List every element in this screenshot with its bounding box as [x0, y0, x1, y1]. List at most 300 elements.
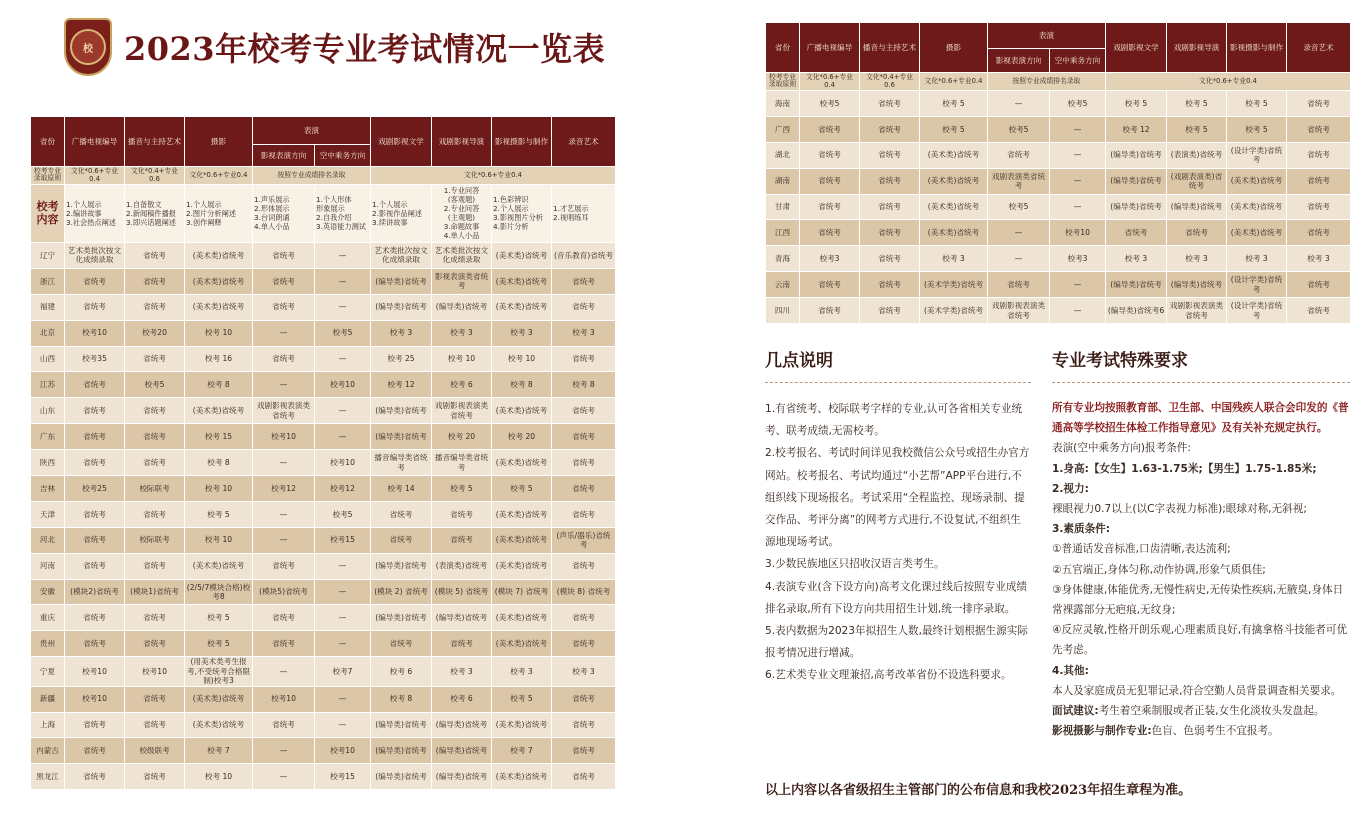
table-row	[31, 398, 616, 424]
data-cell: 省统考	[860, 90, 920, 116]
data-cell: —	[988, 246, 1050, 272]
admission-cell: 文化*0.4+专业0.6	[125, 167, 185, 185]
data-cell: (编导类)省统考	[432, 294, 492, 320]
req-sub: 表演(空中乘务方向)报考条件:	[1052, 442, 1191, 455]
data-cell: (美术类)省统考	[492, 605, 552, 631]
req-other-title: 4.其他:	[1052, 664, 1089, 677]
data-cell: 省统考	[432, 631, 492, 657]
req-interview	[1052, 701, 1352, 721]
province-cell: 江西	[766, 220, 800, 246]
data-cell: (美术类)省统考	[492, 398, 552, 424]
data-cell: 省统考	[1287, 220, 1351, 246]
notes-title: 几点说明	[765, 351, 833, 371]
data-cell: —	[253, 372, 315, 398]
data-cell: 省统考	[65, 424, 125, 450]
table-row	[31, 346, 616, 372]
province-cell: 天津	[31, 501, 65, 527]
data-cell: 校考 5	[1227, 116, 1287, 142]
note-item: 2.校考报名、考试时间详见我校微信公众号或招生办官方网站。校考报名、考试均通过“小艺帮”APP平台进行,不组织线下现场报名。考试采用“全程监控、现场录制、提交作品、考评分离”的网考方式进行,不设复试,不组织生源地现场考试。	[765, 447, 1030, 549]
req-vision: 裸眼视力0.7以上(以C字表视力标准);眼球对称,无斜视;	[1052, 503, 1307, 516]
data-cell: 校考 3	[1167, 246, 1227, 272]
data-cell: 省统考	[988, 142, 1050, 168]
data-cell: 校考 8	[552, 372, 616, 398]
content-cell: 1.专业问答 (客观题) 2.专业问答 (主观题) 3.命题故事 4.单人小品	[432, 184, 492, 242]
data-cell: 省统考	[65, 553, 125, 579]
data-cell: 省统考	[552, 398, 616, 424]
column-header: 空中乘务方向	[1050, 49, 1106, 73]
data-cell: 省统考	[552, 764, 616, 790]
notes-divider	[765, 382, 1031, 383]
data-cell: 省统考	[1287, 298, 1351, 324]
column-header: 广播电视编导	[800, 23, 860, 73]
data-cell: (模块 2) 省统考	[371, 579, 432, 605]
data-cell: 省统考	[1106, 220, 1167, 246]
table-row	[766, 272, 1351, 298]
data-cell: 省统考	[65, 527, 125, 553]
table-row	[31, 579, 616, 605]
data-cell: (模块2)省统考	[65, 579, 125, 605]
data-cell: (美术类)省统考	[492, 712, 552, 738]
data-cell: 省统考	[432, 501, 492, 527]
content-cell: 1.个人展示 2.影视作品阐述 3.续讲故事	[371, 184, 432, 242]
note-item: 6.艺术类专业文理兼招,高考改革省份不设选科要求。	[765, 669, 1012, 682]
data-cell: 省统考	[371, 631, 432, 657]
table-row	[766, 168, 1351, 194]
data-cell: 校考 8	[185, 450, 253, 476]
data-cell: 省统考	[552, 738, 616, 764]
province-cell: 四川	[766, 298, 800, 324]
data-cell: (声乐/器乐)省统考	[552, 527, 616, 553]
province-cell: 河南	[31, 553, 65, 579]
data-cell: 省统考	[125, 501, 185, 527]
data-cell: 省统考	[253, 605, 315, 631]
requirements-divider	[1052, 382, 1350, 383]
data-cell: 校考 5	[492, 686, 552, 712]
data-cell: 省统考	[800, 298, 860, 324]
data-cell: 校考 5	[185, 631, 253, 657]
table-row	[766, 220, 1351, 246]
table-row	[766, 142, 1351, 168]
data-cell: 校考 12	[1106, 116, 1167, 142]
data-cell: (设计学类)省统考	[1227, 142, 1287, 168]
content-cell: 1.才艺展示 2.视唱练耳	[552, 184, 616, 242]
data-cell: 省统考	[860, 142, 920, 168]
data-cell: (编导类)省统考	[1106, 142, 1167, 168]
data-cell: 省统考	[125, 398, 185, 424]
data-cell: 校考 3	[552, 657, 616, 686]
province-cell: 宁夏	[31, 657, 65, 686]
data-cell: 省统考	[125, 764, 185, 790]
data-cell: 校考15	[315, 527, 371, 553]
req-quality-2: ②五官端正,身体匀称,动作协调,形象气质俱佳;	[1052, 563, 1266, 576]
data-cell: (美术类)省统考	[492, 242, 552, 268]
data-cell: 省统考	[65, 450, 125, 476]
data-cell: (美术类)省统考	[492, 450, 552, 476]
data-cell: 省统考	[988, 272, 1050, 298]
data-cell: 校考 3	[1227, 246, 1287, 272]
table-row	[766, 246, 1351, 272]
table-row	[31, 686, 616, 712]
data-cell: 省统考	[1287, 168, 1351, 194]
data-cell: 校考15	[315, 764, 371, 790]
content-cell: 1.色彩辨识 2.个人展示 3.影视图片分析 4.影片分析	[492, 184, 552, 242]
data-cell: 校考 3	[492, 320, 552, 346]
data-cell: 省统考	[125, 553, 185, 579]
data-cell: 省统考	[552, 686, 616, 712]
table-row	[31, 631, 616, 657]
data-cell: 省统考	[432, 527, 492, 553]
data-cell: 省统考	[253, 268, 315, 294]
data-cell: 省统考	[860, 298, 920, 324]
data-cell: 校考 3	[492, 657, 552, 686]
data-cell: 省统考	[371, 527, 432, 553]
data-cell: 校考10	[315, 372, 371, 398]
data-cell: 校考 3	[432, 320, 492, 346]
data-cell: —	[1050, 142, 1106, 168]
data-cell: 校考 20	[432, 424, 492, 450]
data-cell: (编导类)省统考	[1106, 194, 1167, 220]
data-cell: 校际联考	[125, 475, 185, 501]
column-header: 省份	[766, 23, 800, 73]
data-cell: 校考5	[315, 320, 371, 346]
admission-rule-row	[31, 167, 616, 185]
data-cell: —	[315, 242, 371, 268]
data-cell: (美术类)省统考	[492, 553, 552, 579]
column-header: 戏剧影视文学	[1106, 23, 1167, 73]
column-header: 影视表演方向	[988, 49, 1050, 73]
column-header-performance: 表演	[988, 23, 1106, 49]
data-cell: 校考10	[253, 686, 315, 712]
exam-table-right	[765, 22, 1351, 324]
province-cell: 北京	[31, 320, 65, 346]
data-cell: —	[315, 424, 371, 450]
req-quality-4: ④反应灵敏,性格开朗乐观,心理素质良好,有擒拿格斗技能者可优先考虑。	[1052, 624, 1348, 657]
data-cell: —	[315, 398, 371, 424]
column-header: 播音与主持艺术	[125, 117, 185, 167]
data-cell: (编导类)省统考	[371, 294, 432, 320]
data-cell: (编导类)省统考	[1106, 272, 1167, 298]
data-cell: —	[253, 501, 315, 527]
data-cell: (用美术类考生报考,不受统考合格限制)校考3	[185, 657, 253, 686]
data-cell: (编导类)省统考	[1106, 168, 1167, 194]
column-header: 影视摄影与制作	[1227, 23, 1287, 73]
data-cell: 省统考	[125, 268, 185, 294]
column-header: 戏剧影视文学	[371, 117, 432, 167]
data-cell: (美术类)省统考	[185, 294, 253, 320]
data-cell: (编导类)省统考	[371, 398, 432, 424]
province-cell: 山东	[31, 398, 65, 424]
data-cell: 省统考	[125, 631, 185, 657]
page-header	[64, 14, 605, 80]
data-cell: 校考 7	[492, 738, 552, 764]
data-cell: 省统考	[552, 268, 616, 294]
data-cell: —	[253, 738, 315, 764]
data-cell: 校考5	[800, 90, 860, 116]
req-film-text: 色盲、色弱考生不宜报考。	[1151, 725, 1279, 738]
data-cell: (美术类)省统考	[492, 764, 552, 790]
data-cell: 省统考	[552, 424, 616, 450]
data-cell: (美术类)省统考	[185, 398, 253, 424]
req-other: 本人及家庭成员无犯罪记录,符合空勤人员背景调查相关要求。	[1052, 684, 1342, 697]
data-cell: (编导类)省统考	[1167, 194, 1227, 220]
req-quality-3: ③身体健康,体能优秀,无慢性病史,无传染性疾病,无腋臭,身体日常裸露部分无疤痕,无纹身;	[1052, 583, 1344, 617]
data-cell: 省统考	[552, 450, 616, 476]
data-cell: 省统考	[65, 268, 125, 294]
req-film-label: 影视摄影与制作专业:	[1052, 725, 1152, 738]
admission-cell: 校考专业录取原则	[766, 73, 800, 91]
data-cell: —	[253, 320, 315, 346]
data-cell: 校考 5	[1167, 90, 1227, 116]
req-vision-title: 2.视力:	[1052, 482, 1089, 495]
data-cell: 校考 14	[371, 475, 432, 501]
data-cell: —	[988, 90, 1050, 116]
data-cell: 校考 8	[492, 372, 552, 398]
data-cell: 省统考	[800, 194, 860, 220]
data-cell: (美术类)省统考	[920, 220, 988, 246]
column-header: 影视摄影与制作	[492, 117, 552, 167]
province-cell: 海南	[766, 90, 800, 116]
data-cell: (美术类)省统考	[1227, 194, 1287, 220]
data-cell: —	[315, 712, 371, 738]
note-item: 1.有省统考、校际联考字样的专业,认可各省相关专业统考、联考成绩,无需校考。	[765, 403, 1023, 438]
table-row	[766, 298, 1351, 324]
data-cell: 校考 5	[185, 605, 253, 631]
table-row	[31, 320, 616, 346]
column-header: 戏剧影视导演	[1167, 23, 1227, 73]
province-cell: 黑龙江	[31, 764, 65, 790]
data-cell: 省统考	[253, 294, 315, 320]
data-cell: 省统考	[125, 424, 185, 450]
data-cell: 校考 25	[371, 346, 432, 372]
data-cell: (美术类)省统考	[492, 294, 552, 320]
req-quality-title: 3.素质条件:	[1052, 523, 1111, 536]
data-cell: 省统考	[860, 116, 920, 142]
seal-emblem: 校	[70, 29, 106, 65]
data-cell: 校考10	[125, 657, 185, 686]
data-cell: 校考 10	[185, 527, 253, 553]
requirements-body	[1052, 398, 1352, 741]
table-row	[31, 424, 616, 450]
data-cell: 省统考	[125, 712, 185, 738]
data-cell: 校考 3	[1106, 246, 1167, 272]
admission-cell: 校考专业录取原则	[31, 167, 65, 185]
data-cell: (模块5)省统考	[253, 579, 315, 605]
column-header: 广播电视编导	[65, 117, 125, 167]
data-cell: 省统考	[125, 686, 185, 712]
column-header: 戏剧影视导演	[432, 117, 492, 167]
table-row	[31, 475, 616, 501]
data-cell: (表演类)省统考	[1167, 142, 1227, 168]
data-cell: 校考 10	[185, 475, 253, 501]
data-cell: 省统考	[552, 475, 616, 501]
data-cell: 省统考	[253, 631, 315, 657]
notes-list	[765, 398, 1031, 687]
data-cell: (编导类)省统考	[1167, 272, 1227, 298]
data-cell: 省统考	[125, 294, 185, 320]
data-cell: 省统考	[65, 605, 125, 631]
data-cell: 校考5	[125, 372, 185, 398]
data-cell: 省统考	[1287, 272, 1351, 298]
data-cell: 校考5	[1050, 90, 1106, 116]
column-header: 摄影	[185, 117, 253, 167]
data-cell: 校考 15	[185, 424, 253, 450]
data-cell: —	[315, 294, 371, 320]
data-cell: 省统考	[65, 712, 125, 738]
table-row	[31, 268, 616, 294]
req-quality-1: ①普通话发音标准,口齿清晰,表达流利;	[1052, 543, 1231, 556]
data-cell: 省统考	[253, 346, 315, 372]
data-cell: 校考5	[988, 116, 1050, 142]
data-cell: 校考 7	[185, 738, 253, 764]
table-row	[31, 657, 616, 686]
data-cell: (模块 8) 省统考	[552, 579, 616, 605]
data-cell: 省统考	[800, 116, 860, 142]
column-header: 录音艺术	[552, 117, 616, 167]
data-cell: (2/5/7模块合格)校考8	[185, 579, 253, 605]
province-cell: 内蒙古	[31, 738, 65, 764]
column-header: 摄影	[920, 23, 988, 73]
column-header-performance: 表演	[253, 117, 371, 145]
data-cell: 校考 3	[920, 246, 988, 272]
admission-cell: 按照专业成绩排名录取	[253, 167, 371, 185]
data-cell: 校考10	[65, 320, 125, 346]
data-cell: 校考3	[800, 246, 860, 272]
data-cell: (美术类)省统考	[492, 527, 552, 553]
data-cell: 省统考	[860, 194, 920, 220]
data-cell: 艺术类批次按文化成绩录取	[371, 242, 432, 268]
req-height: 1.身高:【女生】1.63-1.75米;【男生】1.75-1.85米;	[1052, 462, 1317, 475]
data-cell: (美术类)省统考	[185, 712, 253, 738]
data-cell: 省统考	[65, 398, 125, 424]
requirements-title: 专业考试特殊要求	[1052, 351, 1188, 371]
data-cell: 省统考	[552, 605, 616, 631]
data-cell: —	[988, 220, 1050, 246]
table-row	[31, 372, 616, 398]
data-cell: 播音编导类省统考	[371, 450, 432, 476]
province-cell: 青海	[766, 246, 800, 272]
data-cell: 省统考	[65, 631, 125, 657]
data-cell: —	[315, 346, 371, 372]
data-cell: 校考5	[315, 501, 371, 527]
data-cell: 戏剧表演类省统考	[988, 168, 1050, 194]
data-cell: 校考 3	[432, 657, 492, 686]
data-cell: 校考 5	[1106, 90, 1167, 116]
data-cell: —	[1050, 272, 1106, 298]
req-film	[1052, 721, 1352, 741]
data-cell: (美术类)省统考	[185, 686, 253, 712]
exam-table-left	[30, 116, 616, 790]
column-header: 省份	[31, 117, 65, 167]
admission-cell: 按照专业成绩排名录取	[988, 73, 1106, 91]
data-cell: 校考 3	[371, 320, 432, 346]
data-cell: (编导类)省统考	[432, 738, 492, 764]
data-cell: (编导类)省统考6	[1106, 298, 1167, 324]
data-cell: (编导类)省统考	[371, 268, 432, 294]
data-cell: 省统考	[800, 220, 860, 246]
data-cell: 省统考	[1287, 142, 1351, 168]
data-cell: 省统考	[552, 553, 616, 579]
data-cell: 校考 6	[432, 372, 492, 398]
data-cell: (美术类)省统考	[920, 168, 988, 194]
data-cell: (编导类)省统考	[432, 605, 492, 631]
table-row	[766, 90, 1351, 116]
data-cell: 省统考	[65, 501, 125, 527]
data-cell: 校考10	[65, 686, 125, 712]
data-cell: 艺术类批次按文化成绩录取	[65, 242, 125, 268]
data-cell: 省统考	[1287, 90, 1351, 116]
data-cell: 影视表演类省统考	[432, 268, 492, 294]
table-row	[31, 712, 616, 738]
table-header-row	[766, 23, 1351, 49]
admission-cell: 文化*0.4+专业0.6	[860, 73, 920, 91]
data-cell: (编导类)省统考	[371, 738, 432, 764]
data-cell: (设计学类)省统考	[1227, 272, 1287, 298]
data-cell: 戏剧影视表演类省统考	[1167, 298, 1227, 324]
data-cell: 校考12	[315, 475, 371, 501]
data-cell: 校考 10	[185, 764, 253, 790]
table-row	[766, 194, 1351, 220]
table-row	[31, 450, 616, 476]
data-cell: —	[315, 268, 371, 294]
data-cell: 省统考	[1287, 194, 1351, 220]
data-cell: 省统考	[65, 738, 125, 764]
data-cell: 省统考	[125, 346, 185, 372]
data-cell: (美术类)省统考	[1227, 168, 1287, 194]
data-cell: —	[1050, 194, 1106, 220]
admission-cell: 文化*0.6+专业0.4	[1106, 73, 1351, 91]
data-cell: 校考25	[65, 475, 125, 501]
data-cell: —	[253, 657, 315, 686]
table-row	[31, 553, 616, 579]
data-cell: (编导类)省统考	[371, 712, 432, 738]
data-cell: 校考 5	[920, 116, 988, 142]
content-cell: 1.声乐展示 2.形体展示 3.台词朗诵 4.单人小品	[253, 184, 315, 242]
province-cell: 云南	[766, 272, 800, 298]
data-cell: 省统考	[552, 294, 616, 320]
data-cell: 校考 5	[1227, 90, 1287, 116]
data-cell: (美术类)省统考	[920, 194, 988, 220]
table-row	[766, 116, 1351, 142]
data-cell: 校级联考	[125, 738, 185, 764]
data-cell: (戏剧表演类)省统考	[1167, 168, 1227, 194]
data-cell: 省统考	[800, 142, 860, 168]
data-cell: 省统考	[552, 631, 616, 657]
admission-cell: 文化*0.6+专业0.4	[920, 73, 988, 91]
data-cell: 戏剧影视表演类省统考	[253, 398, 315, 424]
province-cell: 广西	[766, 116, 800, 142]
province-cell: 陕西	[31, 450, 65, 476]
data-cell: —	[253, 450, 315, 476]
data-cell: (编导类)省统考	[371, 553, 432, 579]
data-cell: (编导类)省统考	[371, 424, 432, 450]
data-cell: —	[315, 579, 371, 605]
data-cell: (设计学类)省统考	[1227, 298, 1287, 324]
data-cell: 省统考	[65, 372, 125, 398]
data-cell: 校考 5	[1167, 116, 1227, 142]
data-cell: 校考 20	[492, 424, 552, 450]
data-cell: (美术类)省统考	[185, 268, 253, 294]
data-cell: 省统考	[65, 764, 125, 790]
content-label: 校考内容	[31, 184, 65, 242]
admission-cell: 文化*0.6+专业0.4	[800, 73, 860, 91]
data-cell: 播音编导类省统考	[432, 450, 492, 476]
data-cell: 省统考	[860, 168, 920, 194]
province-cell: 湖南	[766, 168, 800, 194]
province-cell: 甘肃	[766, 194, 800, 220]
data-cell: 省统考	[800, 272, 860, 298]
table-row	[31, 242, 616, 268]
data-cell: (美术类)省统考	[185, 242, 253, 268]
